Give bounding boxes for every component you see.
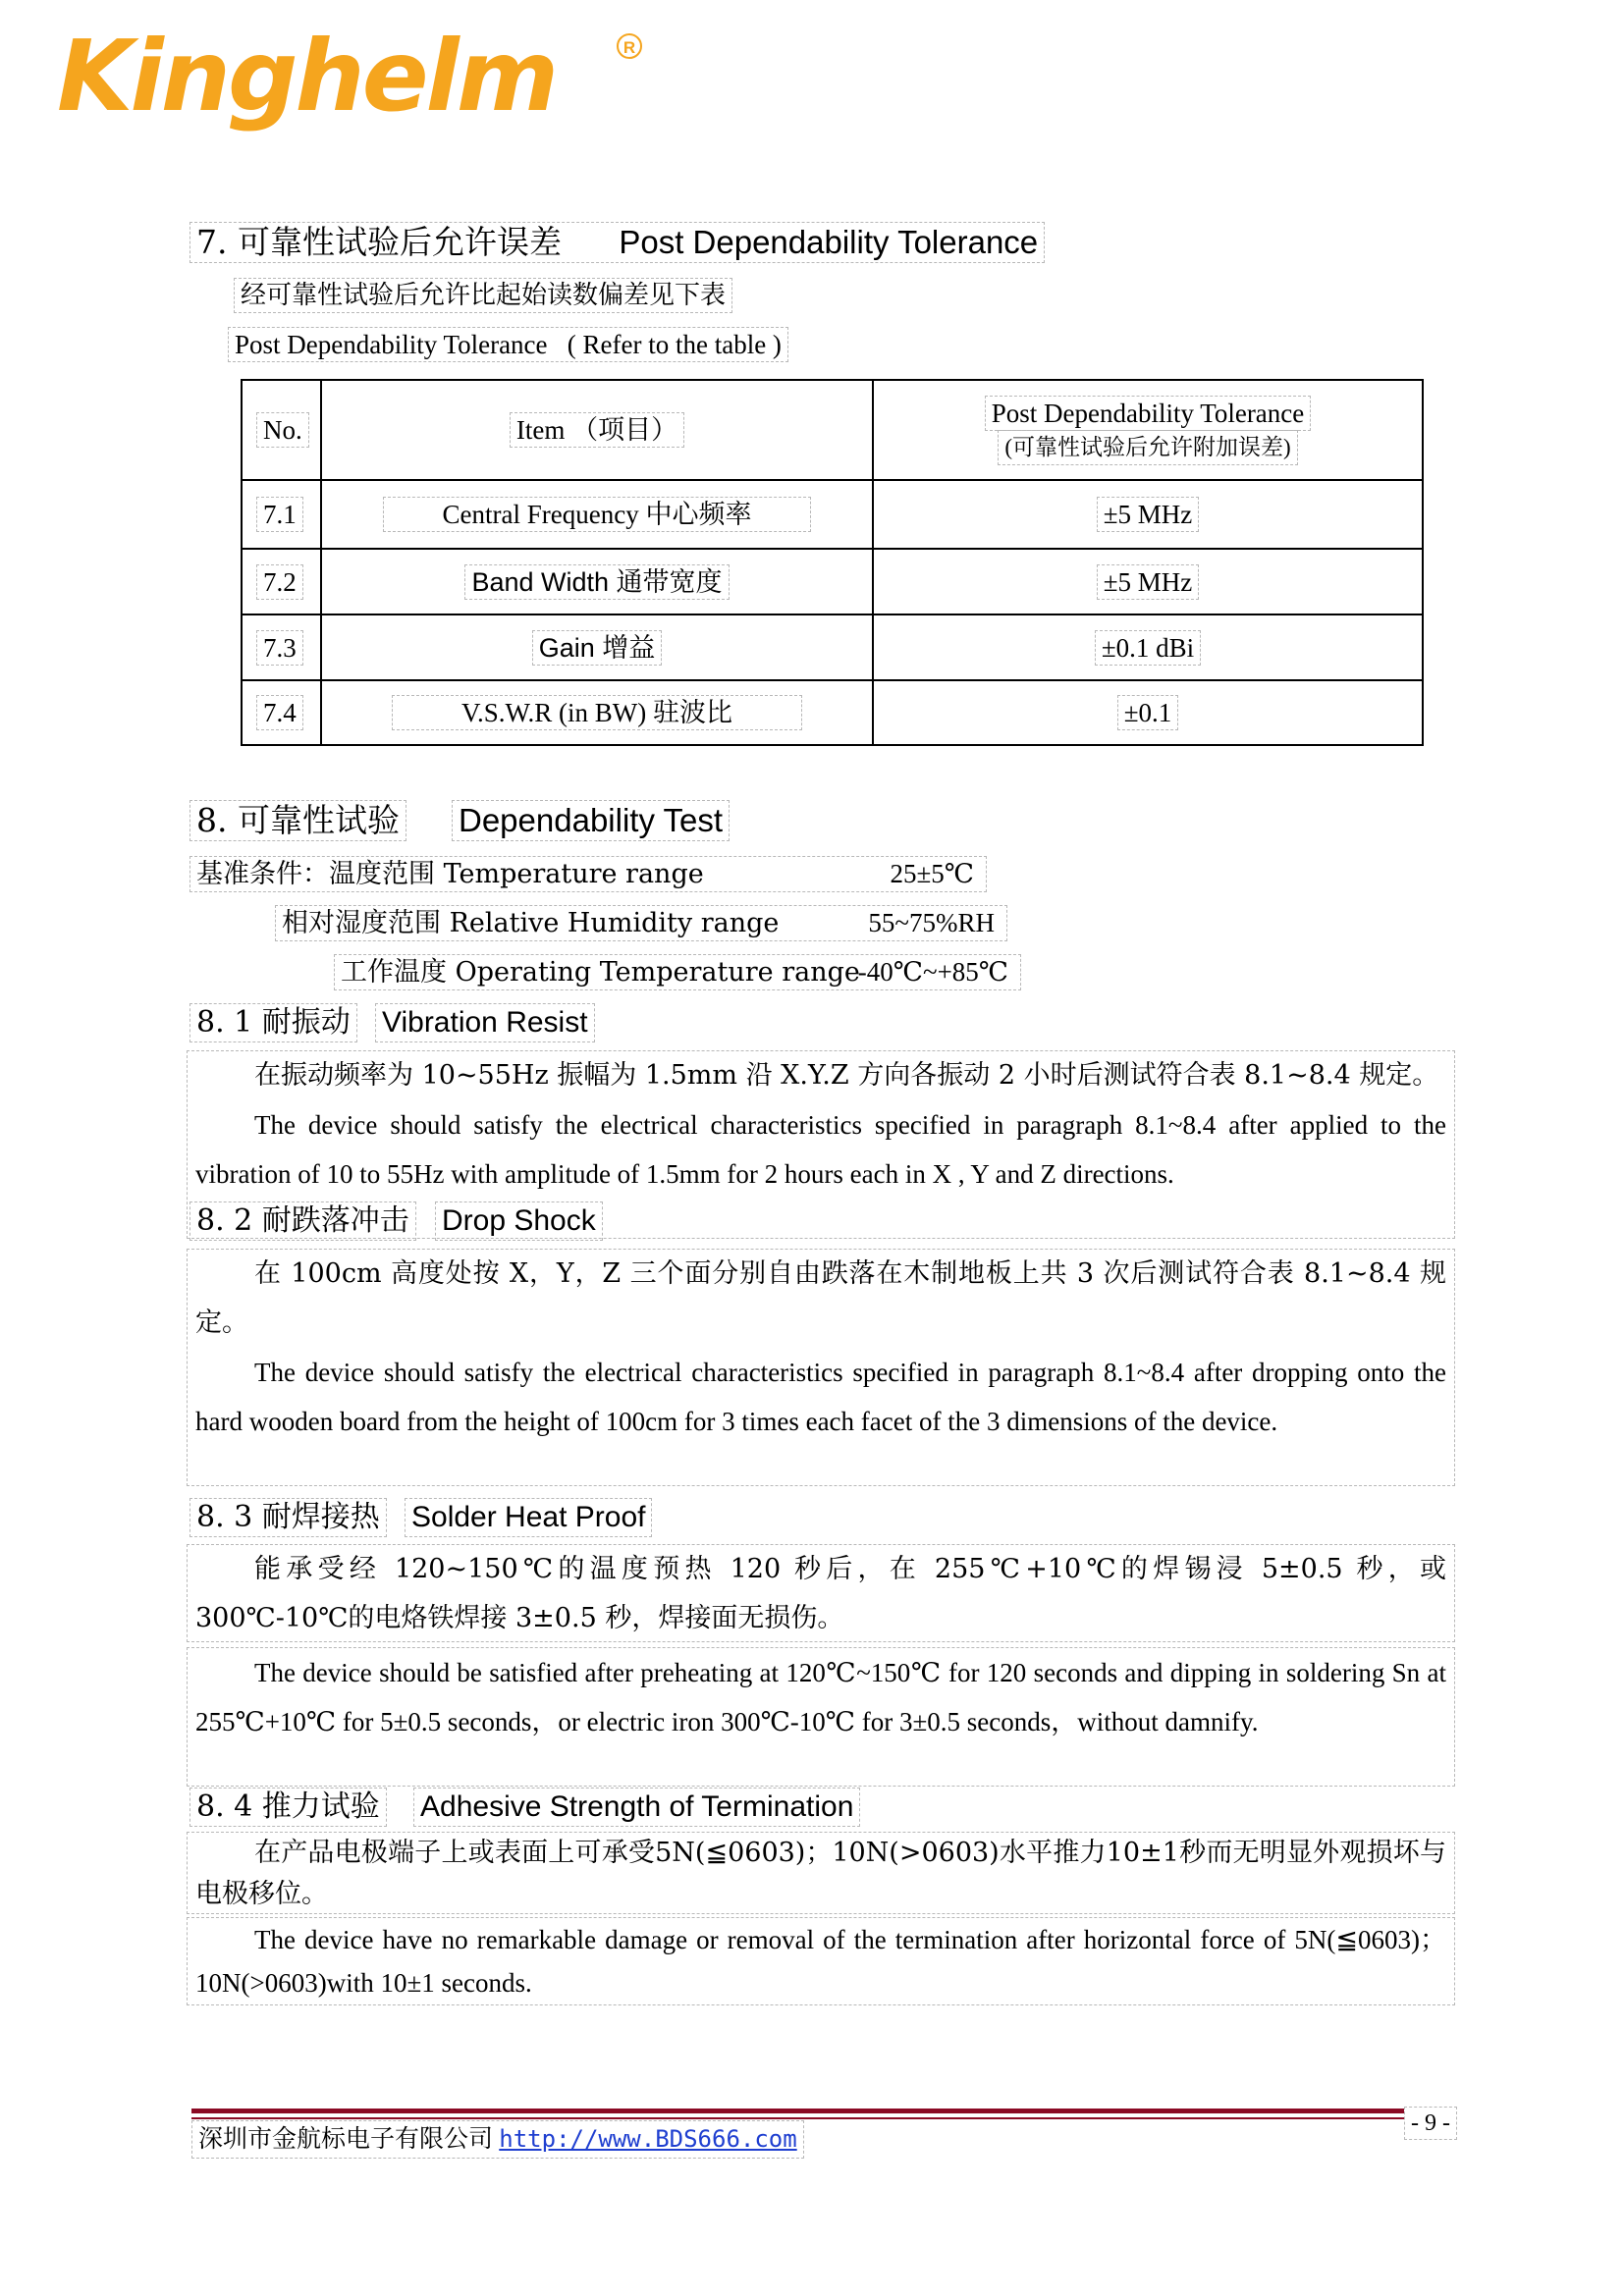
tolerance-table: [241, 379, 1424, 746]
footer-company: 深圳市金航标电子有限公司: [198, 2124, 494, 2153]
sub-8-2-body: [187, 1249, 1455, 1486]
condition-label: 工作温度 Operating Temperature range: [341, 957, 860, 988]
row-item: Band Width 通带宽度: [321, 549, 873, 614]
row-tolerance: ±5 MHz: [873, 549, 1423, 614]
condition-value: -40℃~+85℃: [857, 957, 1008, 987]
condition-value: 25±5℃: [890, 859, 974, 888]
header-no: No.: [242, 380, 321, 480]
sub-8-4-body-cn: [187, 1832, 1455, 1914]
section-7-title-cn: 7. 可靠性试验后允许误差: [196, 223, 562, 261]
header-tolerance-cn: (可靠性试验后允许附加误差): [998, 430, 1297, 465]
condition-value: 55~75%RH: [868, 908, 995, 937]
row-item: Central Frequency 中心频率: [321, 480, 873, 549]
table-header-row: [242, 380, 1423, 480]
table-row: [242, 614, 1423, 680]
condition-operating-temperature: [334, 954, 1021, 990]
row-no: 7.2: [242, 549, 321, 614]
page-number: - 9 -: [1404, 2107, 1457, 2140]
section-8-title-en: Dependability Test: [452, 800, 730, 841]
sub-8-3-text-cn: 能承受经 120~150℃的温度预热 120 秒后，在 255℃+10℃的焊锡浸 5±0.5 秒，或 300℃-10℃的电烙铁焊接 3±0.5 秒，焊接面无损伤。: [195, 1554, 1446, 1633]
row-tolerance: ±5 MHz: [873, 480, 1423, 549]
section-7-title-en: Post Dependability Tolerance: [619, 224, 1039, 260]
sub-8-3-title-cn: 8. 3 耐焊接热: [189, 1498, 387, 1537]
sub-8-4-text-cn: 在产品电极端子上或表面上可承受5N(≦0603)；10N(>0603)水平推力10±1秒而无明显外观损坏与电极移位。: [195, 1838, 1446, 1909]
footer-website-link[interactable]: http://www.BDS666.com: [499, 2125, 797, 2153]
condition-label: 基准条件：温度范围 Temperature range: [196, 859, 704, 889]
footer: [191, 2120, 804, 2159]
company-logo: Kinghelm: [57, 19, 557, 133]
section-7-intro-en: Post Dependability Tolerance ( Refer to the table ): [228, 327, 788, 362]
sub-8-1-title-cn: 8. 1 耐振动: [189, 1003, 357, 1042]
header-tolerance-en: Post Dependability Tolerance: [985, 396, 1312, 431]
row-no: 7.1: [242, 480, 321, 549]
section-7-intro-cn: 经可靠性试验后允许比起始读数偏差见下表: [234, 278, 732, 313]
condition-humidity: [275, 905, 1007, 941]
sub-8-2-text-en: The device should satisfy the electrical characteristics specified in paragraph 8.1~8.4 after dropping onto the hard wooden board from the height of 100cm for 3 times each facet of the 3 dimensions of the device.: [195, 1358, 1446, 1436]
sub-8-2-title-en: Drop Shock: [435, 1201, 603, 1241]
sub-8-2-title-cn: 8. 2 耐跌落冲击: [189, 1201, 416, 1241]
row-item: Gain 增益: [321, 614, 873, 680]
sub-8-4-text-en: The device have no remarkable damage or removal of the termination after horizontal force of 5N(≦0603)；10N(>0603)with 10±1 seconds.: [195, 1925, 1446, 1998]
footer-rule-thin: [191, 2117, 1404, 2119]
sub-8-4-title-cn: 8. 4 推力试验: [189, 1788, 387, 1827]
table-row: [242, 480, 1423, 549]
row-tolerance: ±0.1: [873, 680, 1423, 745]
section-8-title-cn: 8. 可靠性试验: [189, 800, 406, 841]
sub-8-3-title-en: Solder Heat Proof: [405, 1498, 652, 1537]
sub-8-3-body-en: [187, 1647, 1455, 1787]
sub-8-4-title-en: Adhesive Strength of Termination: [413, 1788, 860, 1827]
section-7-heading: [189, 222, 1045, 263]
row-item: V.S.W.R (in BW) 驻波比: [321, 680, 873, 745]
sub-8-1-text-cn: 在振动频率为 10~55Hz 振幅为 1.5mm 沿 X.Y.Z 方向各振动 2 小时后测试符合表 8.1~8.4 规定。: [254, 1060, 1439, 1091]
sub-8-4-body-en: [187, 1917, 1455, 2005]
registered-mark-icon: R: [617, 33, 642, 59]
sub-8-3-body-cn: [187, 1544, 1455, 1642]
row-no: 7.4: [242, 680, 321, 745]
header-item: Item （项目）: [321, 380, 873, 480]
row-no: 7.3: [242, 614, 321, 680]
sub-8-3-text-en: The device should be satisfied after preheating at 120℃~150℃ for 120 seconds and dipping in soldering Sn at 255℃+10℃ for 5±0.5 seconds，or electric iron 300℃-10℃ for 3±0.5 seconds，without damnify.: [195, 1658, 1446, 1736]
sub-8-1-title-en: Vibration Resist: [375, 1003, 595, 1042]
table-row: [242, 549, 1423, 614]
condition-label: 相对湿度范围 Relative Humidity range: [282, 908, 780, 938]
row-tolerance: ±0.1 dBi: [873, 614, 1423, 680]
condition-temperature: [189, 856, 987, 892]
header-tolerance: [873, 380, 1423, 480]
footer-rule-thick: [191, 2109, 1404, 2113]
sub-8-2-text-cn: 在 100cm 高度处按 X，Y，Z 三个面分别自由跌落在木制地板上共 3 次后测试符合表 8.1~8.4 规定。: [195, 1258, 1446, 1338]
table-row: [242, 680, 1423, 745]
sub-8-1-text-en: The device should satisfy the electrical characteristics specified in paragraph 8.1~8.4 after applied to the vibration of 10 to 55Hz with amplitude of 1.5mm for 2 hours each in X , Y and Z directions.: [195, 1110, 1446, 1189]
